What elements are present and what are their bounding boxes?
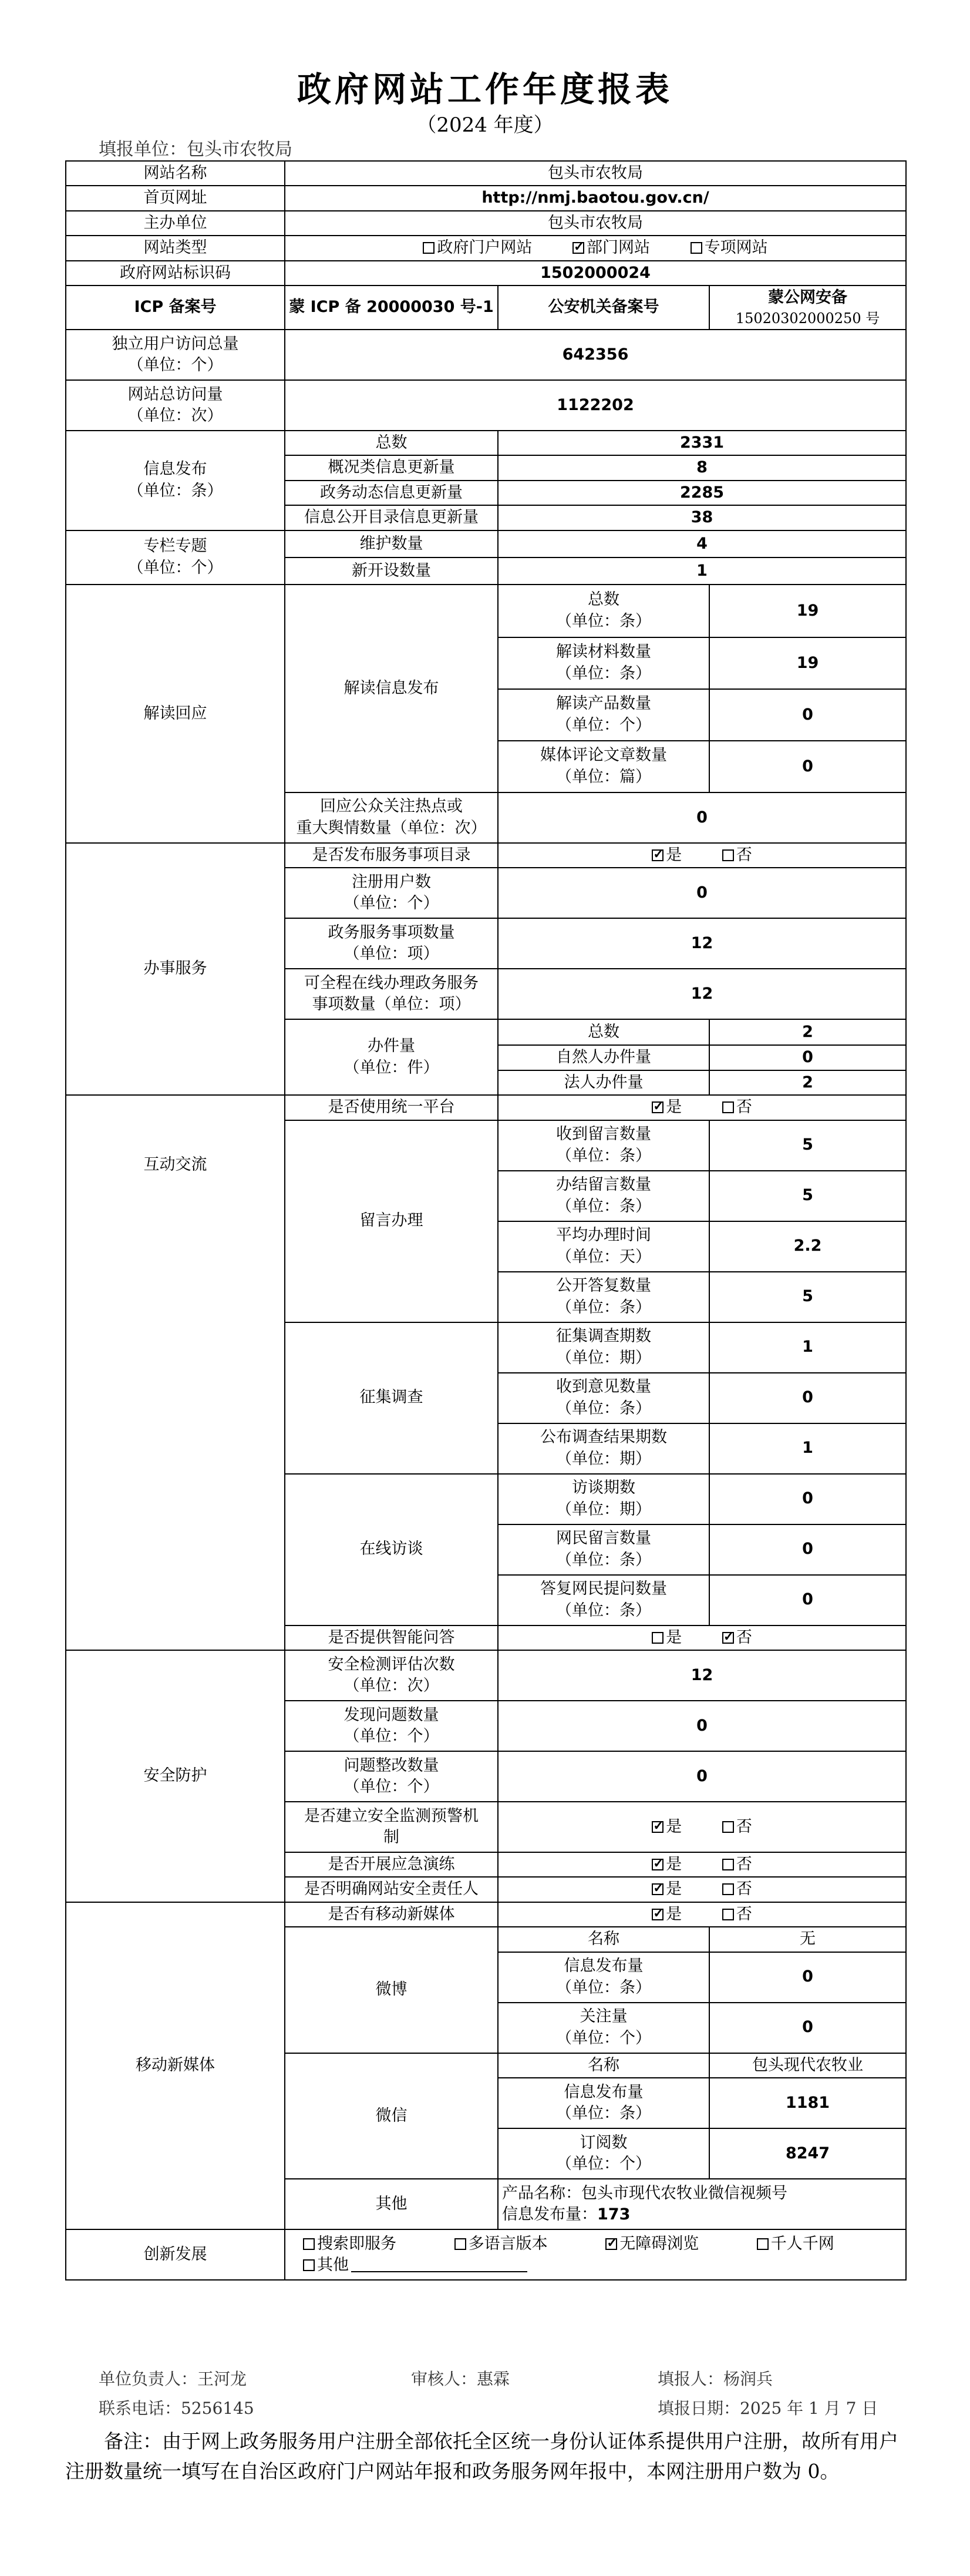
special-new-label: 新开设数量 — [285, 557, 498, 585]
handle-legal-value: 2 — [709, 1070, 906, 1095]
weibo-posts-value: 0 — [709, 1952, 906, 2003]
weibo-follow-value: 0 — [709, 2003, 906, 2053]
service-section-label: 办事服务 — [66, 843, 285, 1095]
unchecked-box-icon — [303, 2238, 315, 2250]
interview-label: 在线访谈 — [285, 1474, 498, 1625]
security-drill-label: 是否开展应急演练 — [285, 1852, 498, 1877]
weibo-posts-label: 信息发布量 （单位：条） — [498, 1952, 709, 2003]
unchecked-box-icon — [722, 1859, 734, 1870]
wechat-posts-value: 1181 — [709, 2078, 906, 2128]
site-type-label: 网站类型 — [66, 236, 285, 260]
report-year: （2024 年度） — [416, 113, 554, 137]
page-views-label: 网站总访问量 （单位：次） — [66, 380, 285, 431]
interp-material-value: 19 — [709, 637, 906, 689]
unchecked-box-icon — [303, 2259, 315, 2271]
site-type-dept-checkbox: ✓ 部门网站 — [572, 237, 650, 258]
unit-leader: 单位负责人：王河龙 — [99, 2369, 247, 2389]
info-overview-value: 8 — [498, 455, 906, 480]
info-total-value: 2331 — [498, 431, 906, 455]
mobile-section-label: 移动新媒体 — [66, 1902, 285, 2229]
site-type-options — [285, 236, 906, 260]
checked-box-icon — [652, 1909, 663, 1920]
unique-visitors-label: 独立用户访问总量 （单位：个） — [66, 330, 285, 380]
checked-box-icon — [605, 2238, 617, 2250]
site-code-value: 1502000024 — [285, 261, 906, 286]
survey-results-label: 公布调查结果期数 （单位：期） — [498, 1423, 709, 1474]
checked-box-icon — [652, 849, 663, 861]
innovation-accessible-checkbox: ✓ 无障碍浏览 — [605, 2234, 699, 2255]
security-fixed-value: 0 — [498, 1751, 906, 1802]
security-section-label: 安全防护 — [66, 1650, 285, 1902]
info-publish-label: 信息发布 （单位：条） — [66, 431, 285, 530]
wechat-subs-value: 8247 — [709, 2128, 906, 2179]
interview-periods-label: 访谈期数 （单位：期） — [498, 1474, 709, 1524]
interp-material-label: 解读材料数量 （单位：条） — [498, 637, 709, 689]
checked-box-icon — [652, 1883, 663, 1895]
handle-legal-label: 法人办件量 — [498, 1070, 709, 1095]
host-org-label: 主办单位 — [66, 211, 285, 236]
security-fixed-label: 问题整改数量 （单位：个） — [285, 1751, 498, 1802]
police-record-value: 蒙公网安备 15020302000250 号 — [709, 286, 906, 330]
unchecked-box-icon — [722, 1883, 734, 1895]
checked-box-icon — [572, 242, 584, 254]
interview-msgs-value: 0 — [709, 1524, 906, 1575]
report-title: 政府网站工作年度报表 — [297, 69, 673, 109]
info-news-value: 2285 — [498, 481, 906, 505]
interview-replies-value: 0 — [709, 1575, 906, 1625]
unchecked-box-icon — [691, 242, 702, 254]
smart-qa-options: 是 ✓ 否 — [498, 1625, 906, 1650]
special-maintain-label: 维护数量 — [285, 530, 498, 557]
unchecked-box-icon — [722, 1101, 734, 1113]
unchecked-box-icon — [722, 849, 734, 861]
info-total-label: 总数 — [285, 431, 498, 455]
smart-qa-label: 是否提供智能问答 — [285, 1625, 498, 1650]
info-news-label: 政务动态信息更新量 — [285, 481, 498, 505]
innovation-options — [285, 2229, 906, 2280]
fill-date: 填报日期：2025 年 1 月 7 日 — [658, 2399, 878, 2418]
security-eval-value: 12 — [498, 1650, 906, 1701]
checked-box-icon — [652, 1859, 663, 1870]
security-monitor-options: ✓是 否 — [498, 1802, 906, 1852]
handle-total-label: 总数 — [498, 1019, 709, 1045]
interp-total-label: 总数 （单位：条） — [498, 585, 709, 637]
innovation-personal-checkbox: 千人千网 — [757, 2234, 834, 2255]
service-online-value: 12 — [498, 969, 906, 1019]
site-type-portal-checkbox: 政府门户网站 — [423, 237, 532, 258]
innovation-other-checkbox: 其他 — [303, 2255, 527, 2276]
service-catalog-label: 是否发布服务事项目录 — [285, 843, 498, 868]
filling-unit: 填报单位：包头市农牧局 — [99, 139, 292, 160]
service-reg-label: 注册用户数 （单位：个） — [285, 868, 498, 918]
msg-done-value: 5 — [709, 1171, 906, 1221]
other-media-label: 其他 — [285, 2179, 498, 2229]
unchecked-box-icon — [454, 2238, 466, 2250]
report-table — [65, 160, 907, 2281]
security-issues-label: 发现问题数量 （单位：个） — [285, 1701, 498, 1751]
unchecked-box-icon — [722, 1909, 734, 1920]
msg-public-label: 公开答复数量 （单位：条） — [498, 1272, 709, 1322]
security-drill-options: ✓ 是 否 — [498, 1852, 906, 1877]
survey-results-value: 1 — [709, 1423, 906, 1474]
survey-label: 征集调查 — [285, 1322, 498, 1474]
interact-section-label: 互动交流 — [66, 1095, 285, 1650]
interp-product-label: 解读产品数量 （单位：个） — [498, 689, 709, 741]
checked-box-icon — [722, 1632, 734, 1644]
survey-opinions-value: 0 — [709, 1373, 906, 1423]
interp-media-value: 0 — [709, 741, 906, 792]
interp-product-value: 0 — [709, 689, 906, 741]
interp-hot-value: 0 — [498, 792, 906, 843]
interview-msgs-label: 网民留言数量 （单位：条） — [498, 1524, 709, 1575]
homepage-url-value: http://nmj.baotou.gov.cn/ — [285, 186, 906, 210]
special-column-label: 专栏专题 （单位：个） — [66, 530, 285, 585]
innovation-search-checkbox: 搜索即服务 — [303, 2234, 396, 2255]
unchecked-box-icon — [652, 1632, 663, 1644]
unique-visitors-value: 642356 — [285, 330, 906, 380]
handle-person-value: 0 — [709, 1045, 906, 1070]
msg-handling-label: 留言办理 — [285, 1120, 498, 1322]
page-views-value: 1122202 — [285, 380, 906, 431]
info-overview-label: 概况类信息更新量 — [285, 455, 498, 480]
filler-person: 填报人：杨润兵 — [658, 2369, 773, 2389]
special-new-value: 1 — [498, 557, 906, 585]
msg-done-label: 办结留言数量 （单位：条） — [498, 1171, 709, 1221]
survey-periods-value: 1 — [709, 1322, 906, 1373]
checked-box-icon — [652, 1821, 663, 1833]
host-org-value: 包头市农牧局 — [285, 211, 906, 236]
unchecked-box-icon — [722, 1821, 734, 1833]
innovation-label: 创新发展 — [66, 2229, 285, 2280]
service-reg-value: 0 — [498, 868, 906, 918]
platform-options: ✓ 是 否 — [498, 1095, 906, 1120]
interp-total-value: 19 — [709, 585, 906, 637]
icp-label: ICP 备案号 — [66, 286, 285, 330]
mobile-has-options: ✓ 是 否 — [498, 1902, 906, 1927]
info-catalog-label: 信息公开目录信息更新量 — [285, 505, 498, 530]
weibo-follow-label: 关注量 （单位：个） — [498, 2003, 709, 2053]
survey-opinions-label: 收到意见数量 （单位：条） — [498, 1373, 709, 1423]
site-name-value: 包头市农牧局 — [285, 161, 906, 186]
msg-avg-label: 平均办理时间 （单位：天） — [498, 1221, 709, 1272]
weibo-name-value: 无 — [709, 1927, 906, 1952]
unchecked-box-icon — [757, 2238, 769, 2250]
homepage-url-label: 首页网址 — [66, 186, 285, 210]
survey-periods-label: 征集调查期数 （单位：期） — [498, 1322, 709, 1373]
mobile-has-label: 是否有移动新媒体 — [285, 1902, 498, 1927]
wechat-name-value: 包头现代农牧业 — [709, 2053, 906, 2078]
wechat-subs-label: 订阅数 （单位：个） — [498, 2128, 709, 2179]
msg-avg-value: 2.2 — [709, 1221, 906, 1272]
service-online-label: 可全程在线办理政务服务 事项数量（单位：项） — [285, 969, 498, 1019]
security-monitor-label: 是否建立安全监测预警机 制 — [285, 1802, 498, 1852]
remark-note: 备注：由于网上政务服务用户注册全部依托全区统一身份认证体系提供用户注册，故所有用户注册数量统一填写在自治区政府门户网站年报和政务服务网年报中，本网注册用户数为 0。 — [65, 2430, 898, 2483]
police-record-label: 公安机关备案号 — [498, 286, 709, 330]
handle-total-value: 2 — [709, 1019, 906, 1045]
other-media-value: 产品名称：包头市现代农牧业微信视频号 信息发布量：173 — [498, 2179, 906, 2229]
security-owner-label: 是否明确网站安全责任人 — [285, 1877, 498, 1902]
wechat-name-label: 名称 — [498, 2053, 709, 2078]
reviewer: 审核人：惠霖 — [411, 2369, 510, 2389]
interview-replies-label: 答复网民提问数量 （单位：条） — [498, 1575, 709, 1625]
interp-publish-label: 解读信息发布 — [285, 585, 498, 792]
site-code-label: 政府网站标识码 — [66, 261, 285, 286]
weibo-name-label: 名称 — [498, 1927, 709, 1952]
weibo-label: 微博 — [285, 1927, 498, 2053]
interp-section-label: 解读回应 — [66, 585, 285, 843]
interp-hot-label: 回应公众关注热点或 重大舆情数量（单位：次） — [285, 792, 498, 843]
site-name-label: 网站名称 — [66, 161, 285, 186]
contact-phone: 联系电话：5256145 — [99, 2399, 254, 2418]
service-items-value: 12 — [498, 918, 906, 969]
handle-person-label: 自然人办件量 — [498, 1045, 709, 1070]
wechat-label: 微信 — [285, 2053, 498, 2179]
unchecked-box-icon — [423, 242, 435, 254]
icp-value: 蒙 ICP 备 20000030 号-1 — [285, 286, 498, 330]
checked-box-icon — [652, 1101, 663, 1113]
security-eval-label: 安全检测评估次数 （单位：次） — [285, 1650, 498, 1701]
innovation-multilang-checkbox: 多语言版本 — [454, 2234, 548, 2255]
interp-media-label: 媒体评论文章数量 （单位：篇） — [498, 741, 709, 792]
msg-recv-value: 5 — [709, 1120, 906, 1171]
info-catalog-value: 38 — [498, 505, 906, 530]
service-items-label: 政务服务事项数量 （单位：项） — [285, 918, 498, 969]
service-handle-label: 办件量 （单位：件） — [285, 1019, 498, 1095]
interview-periods-value: 0 — [709, 1474, 906, 1524]
site-type-special-checkbox: 专项网站 — [691, 237, 768, 258]
msg-recv-label: 收到留言数量 （单位：条） — [498, 1120, 709, 1171]
wechat-posts-label: 信息发布量 （单位：条） — [498, 2078, 709, 2128]
msg-public-value: 5 — [709, 1272, 906, 1322]
security-issues-value: 0 — [498, 1701, 906, 1751]
service-catalog-options: ✓ 是 否 — [498, 843, 906, 868]
platform-label: 是否使用统一平台 — [285, 1095, 498, 1120]
special-maintain-value: 4 — [498, 530, 906, 557]
security-owner-options: ✓ 是 否 — [498, 1877, 906, 1902]
